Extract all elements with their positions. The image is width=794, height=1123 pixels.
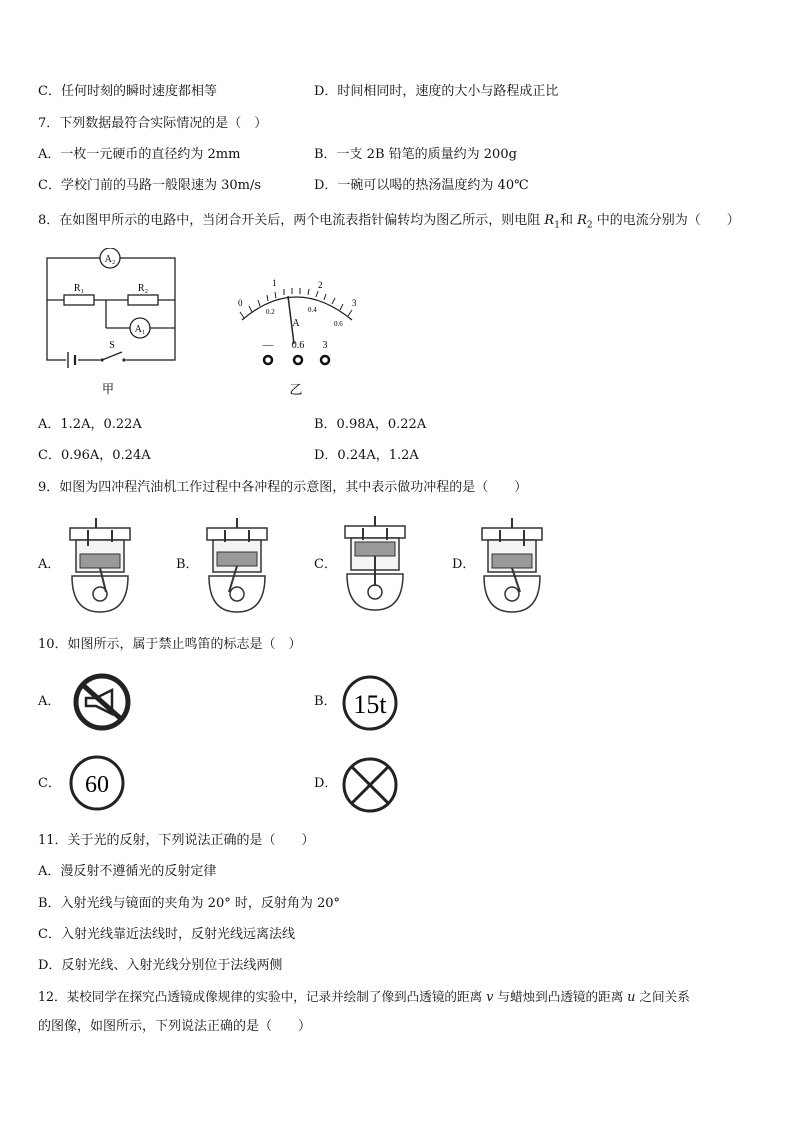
figure-yi-caption: 乙	[289, 382, 303, 397]
dial-small-02: 0.2	[266, 308, 275, 316]
q8-stem-mid: 和	[559, 213, 578, 228]
q9-label-b: B．	[176, 557, 199, 572]
q7-stem: 7．下列数据最符合实际情况的是（ ）	[38, 116, 268, 131]
dial-ticks	[240, 288, 352, 318]
dial-small-04: 0.4	[308, 306, 317, 314]
terminal-3-icon	[321, 356, 329, 364]
speed-limit-sign-text: 60	[85, 772, 109, 798]
figure-jia-caption: 甲	[101, 382, 115, 396]
q8-r2-sub: 2	[586, 220, 593, 231]
q8-circuit-diagram	[40, 248, 190, 398]
q11-stem: 11．关于光的反射，下列说法正确的是（ ）	[38, 833, 315, 848]
terminal-06-icon	[294, 356, 302, 364]
dial-big-2: 2	[318, 280, 323, 290]
q9-label-d: D．	[452, 557, 476, 572]
q11-option-d: D．反射光线、入射光线分别位于法线两侧	[38, 958, 283, 973]
q9-label-a: A．	[38, 557, 61, 572]
q12-v: v	[486, 989, 494, 1004]
q7-option-b: B．一支 2B 铅笔的质量约为 200g	[314, 147, 517, 162]
resistor-r1-label: R₁	[73, 283, 85, 294]
q8-r1: R	[544, 213, 555, 228]
q8-stem	[38, 212, 740, 235]
dial-unit: A	[292, 318, 300, 329]
q7-option-d: D．一碗可以喝的热汤温度约为 40℃	[314, 178, 529, 193]
resistor-r2-label: R₂	[137, 283, 149, 294]
q6-option-c: C．任何时刻的瞬时速度都相等	[38, 84, 217, 99]
q8-option-d: D．0.24A，1.2A	[314, 448, 419, 463]
speed-limit-sign	[67, 753, 127, 813]
q11-option-b: B．入射光线与镜面的夹角为 20° 时，反射角为 20°	[38, 896, 341, 911]
q6-option-d: D．时间相同时，速度的大小与路程成正比	[314, 84, 559, 99]
resistor-r1-icon	[64, 295, 94, 305]
q8-r2: R	[577, 213, 587, 228]
q10-label-b: B．	[314, 694, 337, 709]
engine-c-icon	[341, 514, 413, 614]
q8-option-c: C．0.96A，0.24A	[38, 448, 151, 463]
q8-option-a: A．1.2A，0.22A	[38, 417, 142, 432]
q10-label-d: D．	[314, 776, 338, 791]
q12-stem-line1	[38, 988, 690, 1006]
q8-option-b: B．0.98A，0.22A	[314, 417, 427, 432]
no-honking-sign-icon	[72, 672, 132, 732]
q9-label-c: C．	[314, 557, 337, 572]
dial-big-1: 1	[272, 278, 277, 288]
q10-label-a: A．	[38, 694, 61, 709]
q12-u: u	[627, 989, 636, 1004]
ammeter-a1-label: A₁	[134, 324, 146, 335]
switch-label: S	[109, 340, 115, 351]
terminal-06-label: 0.6	[291, 340, 305, 351]
q11-option-a: A．漫反射不遵循光的反射定律	[38, 864, 217, 879]
ammeter-a2-label: A₂	[104, 254, 116, 265]
dial-big-0: 0	[238, 298, 243, 308]
q8-stem-post: 中的电流分别为（ ）	[592, 213, 740, 228]
q8-stem-pre: 8．在如图甲所示的电路中，当闭合开关后，两个电流表指针偏转均为图乙所示，则电阻	[38, 213, 545, 228]
q10-label-c: C．	[38, 776, 61, 791]
no-stopping-sign-icon	[340, 755, 400, 815]
terminal-3-label: 3	[322, 340, 328, 351]
terminal-negative-label: —	[262, 339, 274, 351]
resistor-r2-icon	[128, 295, 158, 305]
q9-stem: 9．如图为四冲程汽油机工作过程中各冲程的示意图，其中表示做功冲程的是（ ）	[38, 480, 528, 495]
weight-limit-sign-text: 15t	[353, 690, 387, 719]
engine-b-icon	[203, 516, 275, 616]
q12-stem-line2: 的图像，如图所示，下列说法正确的是（ ）	[38, 1019, 312, 1034]
dial-big-3: 3	[352, 298, 357, 308]
q10-stem: 10．如图所示，属于禁止鸣笛的标志是（ ）	[38, 637, 302, 652]
q12-line1-post: 之间关系	[635, 989, 690, 1004]
q8-r1-sub: 1	[554, 220, 560, 231]
q8-ammeter-dial	[222, 272, 372, 402]
dial-small-06: 0.6	[334, 320, 343, 328]
terminal-negative-icon	[264, 356, 272, 364]
q11-option-c: C．入射光线靠近法线时，反射光线远离法线	[38, 927, 295, 942]
q12-line1-pre: 12．某校同学在探究凸透镜成像规律的实验中，记录并绘制了像到凸透镜的距离	[38, 989, 487, 1004]
q12-line1-mid: 与蜡烛到凸透镜的距离	[493, 989, 628, 1004]
q7-option-a: A．一枚一元硬币的直径约为 2mm	[38, 147, 241, 162]
q7-option-c: C．学校门前的马路一般限速为 30m/s	[38, 178, 261, 193]
engine-d-icon	[478, 516, 550, 616]
weight-limit-sign	[340, 673, 400, 733]
engine-a-icon	[66, 516, 138, 616]
